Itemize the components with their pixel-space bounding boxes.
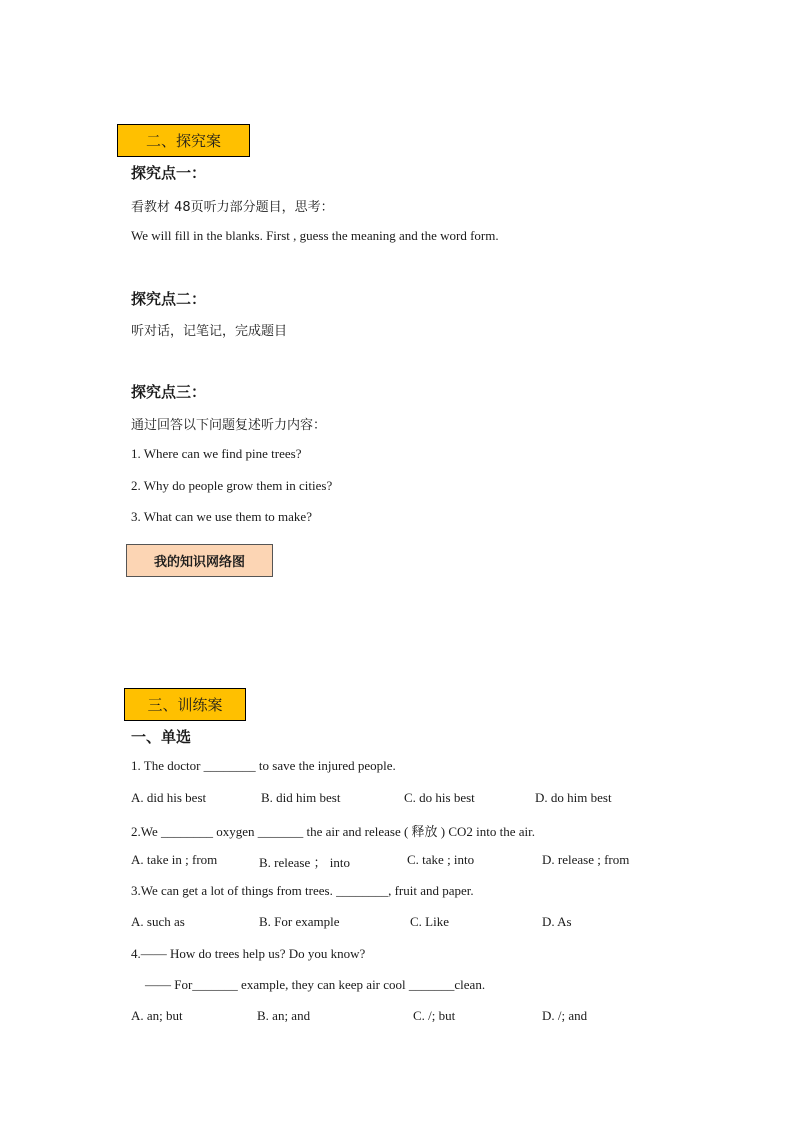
point3-question: 2. Why do people grow them in cities? xyxy=(131,478,333,493)
section2-title-box xyxy=(117,124,250,157)
q4-option-b: B. an; and xyxy=(257,1008,311,1023)
point3-question: 1. Where can we find pine trees? xyxy=(131,446,302,461)
knowledge-map-label: 我的知识网络图 xyxy=(153,555,245,570)
q4-option-d: D. /; and xyxy=(542,1008,588,1023)
q4-stem: 4.—— How do trees help us? Do you know? xyxy=(131,946,366,961)
q4-stem-2: —— For_______ example, they can keep air cool _______clean. xyxy=(145,977,486,992)
point1-instruction: 看教材 48页听力部分题目，思考： xyxy=(131,200,334,215)
point3-question: 3. What can we use them to make? xyxy=(131,509,312,524)
q3-option-d: D. As xyxy=(542,914,572,929)
q1-option-b: B. did him best xyxy=(261,790,341,805)
section3-title-box xyxy=(124,688,246,721)
q3-stem: 3.We can get a lot of things from trees. ________, fruit and paper. xyxy=(131,883,474,898)
point1-text: We will fill in the blanks. First , guess the meaning and the word form. xyxy=(131,228,499,243)
point1-heading: 探究点一： xyxy=(131,164,207,182)
q3-option-b: B. For example xyxy=(259,914,340,929)
q2-stem: 2.We ________ oxygen _______ the air and release ( 释放 ) CO2 into the air. xyxy=(131,824,536,839)
section3-subheading: 一、单选 xyxy=(131,728,192,746)
q4-option-a: A. an; but xyxy=(131,1008,183,1023)
section3-title: 三、训练案 xyxy=(147,696,223,714)
point3-heading: 探究点三： xyxy=(131,383,207,401)
q2-option-c: C. take ; into xyxy=(407,852,475,867)
q1-stem: 1. The doctor ________ to save the injured people. xyxy=(131,758,396,773)
q2-option-b: B. release ； into xyxy=(259,855,350,870)
knowledge-map-box xyxy=(126,544,273,577)
q4-option-c: C. /; but xyxy=(413,1008,456,1023)
q3-option-c: C. Like xyxy=(410,914,449,929)
q2-option-a: A. take in ; from xyxy=(131,852,218,867)
point3-instruction: 通过回答以下问题复述听力内容： xyxy=(131,418,327,433)
q1-option-d: D. do him best xyxy=(535,790,612,805)
point2-instruction: 听对话，记笔记，完成题目 xyxy=(131,324,288,339)
q3-option-a: A. such as xyxy=(131,914,185,929)
q1-option-c: C. do his best xyxy=(404,790,475,805)
section2-title: 二、探究案 xyxy=(145,132,221,150)
q1-option-a: A. did his best xyxy=(131,790,207,805)
q2-option-d: D. release ; from xyxy=(542,852,630,867)
point2-heading: 探究点二： xyxy=(131,290,207,308)
